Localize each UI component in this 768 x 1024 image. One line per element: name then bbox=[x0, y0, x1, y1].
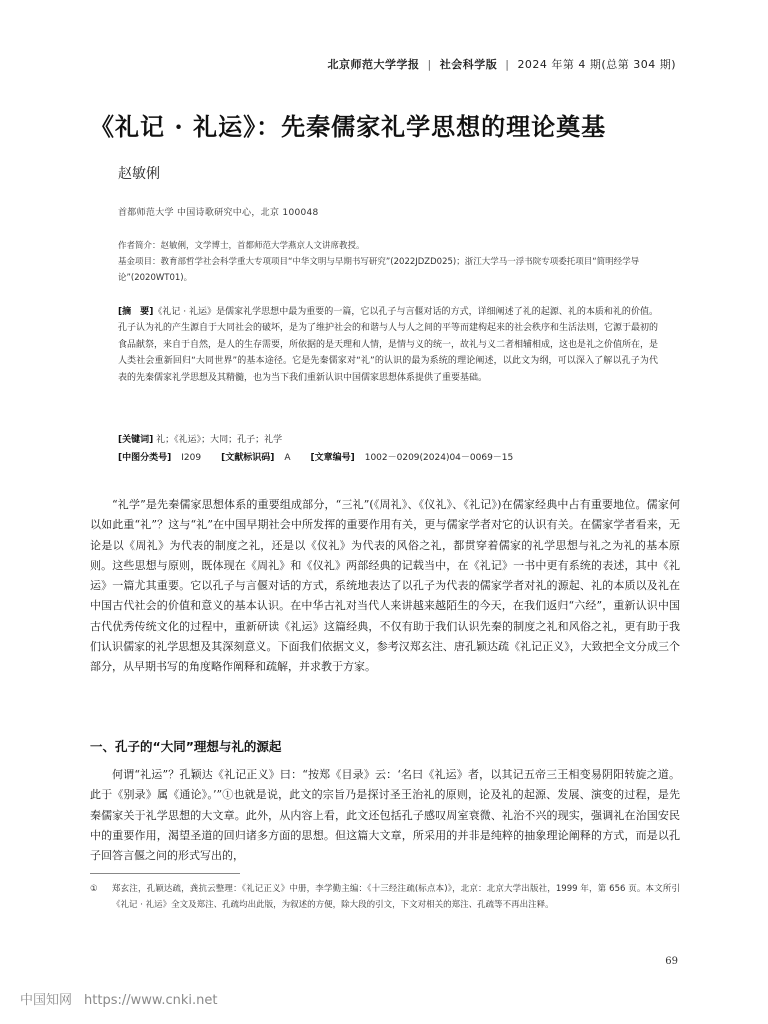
header-separator: | bbox=[427, 57, 432, 71]
author-intro: 作者简介：赵敏俐，文学博士，首都师范大学燕京人文讲席教授。 bbox=[118, 241, 365, 251]
classification-line bbox=[118, 450, 533, 463]
journal-issue: 2024 年第 4 期(总第 304 期) bbox=[517, 58, 676, 71]
footnote-divider bbox=[90, 873, 240, 874]
footnote-text: 郑玄注，孔颖达疏，龚抗云整理：《礼记正义》中册，李学勤主编：《十三经注疏(标点本)》，北京：北京大学出版社，1999 年，第 656 页。本文所引《礼记 · 礼运》全文及郑注、孔疏均出此版，为叙述的方便，除大段的引文，下文对相关的郑注、孔疏等不再出注释。 bbox=[112, 884, 680, 910]
fund-info: 基金项目：教育部哲学社会科学重大专项项目“中华文明与早期书写研究”(2022JDZD025)；浙江大学马一浮书院专项委托项目“简明经学导论”(2020WT01)。 bbox=[118, 257, 640, 283]
watermark-site: 中国知网 bbox=[20, 993, 73, 1008]
section-paragraph: 何谓“礼运”？孔颖达《礼记正义》曰：“按郑《目录》云：‘名曰《礼运》者，以其记五帝三王相变易阴阳转旋之道。此于《别录》属《通论》。’”①也就是说，此文的宗旨乃是探讨圣王治礼的原则，论及礼的起源、发展、演变的过程，是先秦儒家关于礼学思想的大文章。此外，从内容上看，此文还包括孔子感叹周室衰微、礼治不兴的现实，强调礼在治国安民中的重要作用，渴望圣道的回归诸多方面的思想。但这篇大文章，所采用的并非是纯粹的抽象理论阐释的方式，而是以孔子回答言偃之问的形式写出的， bbox=[90, 768, 680, 863]
footnote-mark: ① bbox=[90, 884, 98, 894]
intro-paragraph: “礼学”是先秦儒家思想体系的重要组成部分，“三礼”(《周礼》、《仪礼》、《礼记》)在儒家经典中占有重要地位。儒家何以如此重“礼”？这与“礼”在中国早期社会中所发挥的重要作用有关，更与儒家学者对它的认识有关。在儒家学者看来，无论是以《周礼》为代表的制度之礼，还是以《仪礼》为代表的风俗之礼，都贯穿着儒家的礼学思想与礼之为礼的基本原则。这些思想与原则，既体现在《周礼》和《仪礼》两部经典的记载当中，在《礼记》一书中更有系统的表述，其中《礼运》一篇尤其重要。它以孔子与言偃对话的方式，系统地表达了以孔子为代表的儒家学者对礼的源起、礼的本质以及礼在中国古代社会的价值和意义的基本认识。在中华古礼对当代人来讲越来越陌生的今天，在我们返归“六经”，重新认识中国古代优秀传统文化的过程中，重新研读《礼运》这篇经典，不仅有助于我们认识先秦的制度之礼和风俗之礼，更有助于我们认识儒家的礼学思想及其深刻意义。下面我们依据文义，参考汉郑玄注、唐孔颖达疏《礼记正义》，大致把全文分成三个部分，从早期书写的角度略作阐释和疏解，并求教于方家。 bbox=[90, 498, 680, 674]
doc-code-label: [文献标识码] bbox=[221, 453, 275, 463]
intro-section bbox=[90, 495, 680, 678]
running-header bbox=[328, 56, 677, 72]
section-body bbox=[90, 765, 680, 866]
journal-name: 北京师范大学学报 bbox=[327, 58, 420, 71]
section-heading: 一、孔子的“大同”理想与礼的源起 bbox=[90, 739, 282, 754]
keywords bbox=[118, 432, 282, 445]
header-separator: | bbox=[505, 57, 510, 71]
journal-edition: 社会科学版 bbox=[439, 58, 498, 71]
article-title: 《礼记 · 礼运》：先秦儒家礼学思想的理论奠基 bbox=[90, 112, 607, 141]
keywords-label: [关键词] bbox=[118, 435, 154, 445]
keywords-text: 礼；《礼运》；大同；孔子；礼学 bbox=[156, 435, 283, 445]
watermark-url: https://www.cnki.net bbox=[84, 993, 218, 1008]
cnki-watermark bbox=[20, 989, 217, 1008]
doc-code-value: A bbox=[284, 453, 291, 463]
clc-label: [中图分类号] bbox=[118, 453, 172, 463]
article-id-value: 1002－0209(2024)04－0069－15 bbox=[364, 453, 514, 463]
article-author: 赵敏俐 bbox=[118, 166, 160, 182]
abstract-text: 《礼记 · 礼运》是儒家礼学思想中最为重要的一篇，它以孔子与言偃对话的方式，详细阐述了礼的起源、礼的本质和礼的价值。孔子认为礼的产生源自于大同社会的破坏，是为了维护社会的和谐与人与人之间的平等而建构起来的社会秩序和生活法则，它源于最初的食品献祭，来自于自然，是人的生存需要，所依据的是天理和人情，是情与义的统一，故礼与义二者相辅相成，这也是礼之价值所在，是人类社会重新回归“大同世界”的基本途径。它是先秦儒家对“礼”的认识的最为系统的理论阐述，以此文为纲，可以深入了解以孔子为代表的先秦儒家礼学思想及其精髓，也为当下我们重新认识中国儒家思想体系提供了重要基础。 bbox=[118, 307, 659, 383]
author-affiliation: 首都师范大学 中国诗歌研究中心，北京 100048 bbox=[118, 208, 319, 218]
article-id-label: [文章编号] bbox=[310, 453, 355, 463]
abstract-label: [摘 要] bbox=[118, 307, 154, 317]
page-number: 69 bbox=[665, 956, 678, 967]
abstract bbox=[118, 304, 658, 386]
footnote bbox=[90, 881, 680, 913]
article-meta bbox=[118, 238, 658, 286]
clc-value: I209 bbox=[181, 453, 202, 463]
